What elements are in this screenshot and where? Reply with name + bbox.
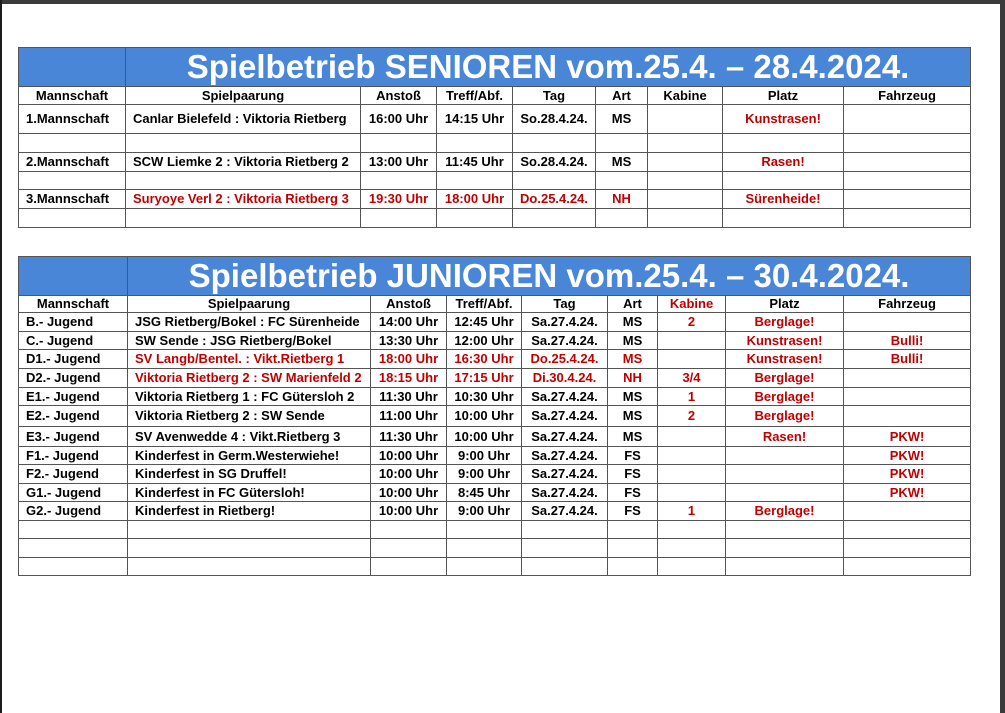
column-header-spielpaarung: Spielpaarung bbox=[128, 296, 371, 313]
spielpaarung-cell: Kinderfest in SG Druffel! bbox=[128, 465, 371, 484]
table-row bbox=[19, 406, 971, 427]
spielpaarung-cell bbox=[128, 558, 371, 576]
art-cell bbox=[596, 209, 648, 228]
empty-row bbox=[19, 539, 971, 558]
kabine-cell: 2 bbox=[658, 406, 726, 427]
mannschaft-cell: B.- Jugend bbox=[19, 313, 128, 332]
treff-abf-cell: 8:45 Uhr bbox=[447, 484, 522, 502]
treff-abf-cell: 18:00 Uhr bbox=[437, 190, 513, 209]
viewer-frame-right-edge bbox=[1000, 0, 1005, 713]
anstoss-cell: 19:30 Uhr bbox=[361, 190, 437, 209]
mannschaft-cell: E2.- Jugend bbox=[19, 406, 128, 427]
art-cell bbox=[596, 172, 648, 190]
tag-cell bbox=[513, 172, 596, 190]
platz-cell: Berglage! bbox=[726, 502, 844, 521]
empty-row bbox=[19, 172, 971, 190]
mannschaft-cell bbox=[19, 172, 126, 190]
senioren-schedule-table bbox=[18, 47, 971, 228]
platz-cell: Berglage! bbox=[726, 388, 844, 406]
treff-abf-cell: 9:00 Uhr bbox=[447, 465, 522, 484]
column-header-art: Art bbox=[608, 296, 658, 313]
platz-cell: Kunstrasen! bbox=[726, 350, 844, 369]
treff-abf-cell: 11:45 Uhr bbox=[437, 153, 513, 172]
art-cell: MS bbox=[596, 105, 648, 134]
tag-cell: So.28.4.24. bbox=[513, 105, 596, 134]
table-row bbox=[19, 447, 971, 465]
spielpaarung-cell: Suryoye Verl 2 : Viktoria Rietberg 3 bbox=[126, 190, 361, 209]
mannschaft-cell: G1.- Jugend bbox=[19, 484, 128, 502]
tag-cell: Sa.27.4.24. bbox=[522, 465, 608, 484]
tag-cell: Do.25.4.24. bbox=[522, 350, 608, 369]
fahrzeug-cell bbox=[844, 190, 971, 209]
column-header-treff-abf: Treff/Abf. bbox=[447, 296, 522, 313]
kabine-cell bbox=[658, 350, 726, 369]
platz-cell: Rasen! bbox=[726, 427, 844, 447]
column-header-fahrzeug: Fahrzeug bbox=[844, 87, 971, 105]
title-spacer-cell bbox=[19, 257, 128, 296]
platz-cell: Berglage! bbox=[726, 313, 844, 332]
mannschaft-cell bbox=[19, 134, 126, 153]
table-row bbox=[19, 369, 971, 388]
column-header-kabine: Kabine bbox=[658, 296, 726, 313]
treff-abf-cell bbox=[447, 558, 522, 576]
tag-cell: Sa.27.4.24. bbox=[522, 388, 608, 406]
platz-cell bbox=[726, 558, 844, 576]
spielpaarung-cell bbox=[126, 134, 361, 153]
empty-row bbox=[19, 209, 971, 228]
column-header-row bbox=[19, 87, 971, 105]
tag-cell bbox=[513, 209, 596, 228]
tag-cell bbox=[522, 539, 608, 558]
table-row bbox=[19, 350, 971, 369]
fahrzeug-cell bbox=[844, 313, 971, 332]
anstoss-cell: 11:30 Uhr bbox=[371, 388, 447, 406]
tag-cell: Di.30.4.24. bbox=[522, 369, 608, 388]
art-cell: MS bbox=[608, 350, 658, 369]
spielpaarung-cell bbox=[128, 539, 371, 558]
fahrzeug-cell: PKW! bbox=[844, 447, 971, 465]
mannschaft-cell: F2.- Jugend bbox=[19, 465, 128, 484]
anstoss-cell: 13:30 Uhr bbox=[371, 332, 447, 350]
mannschaft-cell: G2.- Jugend bbox=[19, 502, 128, 521]
anstoss-cell: 18:15 Uhr bbox=[371, 369, 447, 388]
art-cell: MS bbox=[608, 313, 658, 332]
junioren-schedule-table bbox=[18, 256, 971, 576]
platz-cell bbox=[723, 134, 844, 153]
column-header-treff-abf: Treff/Abf. bbox=[437, 87, 513, 105]
fahrzeug-cell bbox=[844, 209, 971, 228]
column-header-kabine: Kabine bbox=[648, 87, 723, 105]
anstoss-cell bbox=[371, 521, 447, 539]
tag-cell: Sa.27.4.24. bbox=[522, 484, 608, 502]
spielpaarung-cell: Viktoria Rietberg 2 : SW Sende bbox=[128, 406, 371, 427]
treff-abf-cell bbox=[447, 539, 522, 558]
kabine-cell bbox=[648, 209, 723, 228]
tag-cell bbox=[522, 558, 608, 576]
art-cell: MS bbox=[608, 332, 658, 350]
platz-cell bbox=[723, 209, 844, 228]
fahrzeug-cell bbox=[844, 369, 971, 388]
tag-cell: Sa.27.4.24. bbox=[522, 313, 608, 332]
tag-cell bbox=[513, 134, 596, 153]
art-cell: MS bbox=[596, 153, 648, 172]
art-cell: MS bbox=[608, 388, 658, 406]
treff-abf-cell: 12:00 Uhr bbox=[447, 332, 522, 350]
table-row bbox=[19, 332, 971, 350]
anstoss-cell: 10:00 Uhr bbox=[371, 447, 447, 465]
treff-abf-cell: 9:00 Uhr bbox=[447, 502, 522, 521]
treff-abf-cell: 10:30 Uhr bbox=[447, 388, 522, 406]
anstoss-cell: 14:00 Uhr bbox=[371, 313, 447, 332]
platz-cell bbox=[726, 465, 844, 484]
treff-abf-cell: 12:45 Uhr bbox=[447, 313, 522, 332]
platz-cell bbox=[723, 172, 844, 190]
art-cell: MS bbox=[608, 427, 658, 447]
tag-cell: Sa.27.4.24. bbox=[522, 427, 608, 447]
art-cell bbox=[608, 558, 658, 576]
viewer-frame-left-edge bbox=[0, 0, 2, 713]
anstoss-cell bbox=[361, 172, 437, 190]
column-header-row bbox=[19, 296, 971, 313]
platz-cell: Berglage! bbox=[726, 369, 844, 388]
tag-cell bbox=[522, 521, 608, 539]
kabine-cell bbox=[658, 332, 726, 350]
spielpaarung-cell: Viktoria Rietberg 1 : FC Gütersloh 2 bbox=[128, 388, 371, 406]
art-cell: MS bbox=[608, 406, 658, 427]
kabine-cell bbox=[648, 105, 723, 134]
spielpaarung-cell: Kinderfest in Germ.Westerwiehe! bbox=[128, 447, 371, 465]
kabine-cell bbox=[658, 447, 726, 465]
platz-cell: Rasen! bbox=[723, 153, 844, 172]
platz-cell: Berglage! bbox=[726, 406, 844, 427]
art-cell: FS bbox=[608, 465, 658, 484]
tag-cell: Do.25.4.24. bbox=[513, 190, 596, 209]
title-spacer-cell bbox=[19, 48, 126, 87]
mannschaft-cell: 2.Mannschaft bbox=[19, 153, 126, 172]
mannschaft-cell: D1.- Jugend bbox=[19, 350, 128, 369]
kabine-cell bbox=[648, 190, 723, 209]
fahrzeug-cell bbox=[844, 134, 971, 153]
fahrzeug-cell bbox=[844, 153, 971, 172]
fahrzeug-cell: PKW! bbox=[844, 427, 971, 447]
mannschaft-cell: C.- Jugend bbox=[19, 332, 128, 350]
spielpaarung-cell: JSG Rietberg/Bokel : FC Sürenheide bbox=[128, 313, 371, 332]
mannschaft-cell: F1.- Jugend bbox=[19, 447, 128, 465]
table-row bbox=[19, 465, 971, 484]
anstoss-cell: 10:00 Uhr bbox=[371, 465, 447, 484]
table-row bbox=[19, 190, 971, 209]
spielpaarung-cell: Viktoria Rietberg 2 : SW Marienfeld 2 bbox=[128, 369, 371, 388]
tag-cell: Sa.27.4.24. bbox=[522, 332, 608, 350]
table-row bbox=[19, 502, 971, 521]
treff-abf-cell: 10:00 Uhr bbox=[447, 406, 522, 427]
mannschaft-cell bbox=[19, 558, 128, 576]
fahrzeug-cell: PKW! bbox=[844, 484, 971, 502]
treff-abf-cell: 10:00 Uhr bbox=[447, 427, 522, 447]
treff-abf-cell: 17:15 Uhr bbox=[447, 369, 522, 388]
column-header-fahrzeug: Fahrzeug bbox=[844, 296, 971, 313]
treff-abf-cell: 16:30 Uhr bbox=[447, 350, 522, 369]
fahrzeug-cell: Bulli! bbox=[844, 332, 971, 350]
kabine-cell: 1 bbox=[658, 388, 726, 406]
column-header-tag: Tag bbox=[522, 296, 608, 313]
mannschaft-cell: E3.- Jugend bbox=[19, 427, 128, 447]
treff-abf-cell bbox=[437, 209, 513, 228]
spielpaarung-cell bbox=[126, 209, 361, 228]
table-title: Spielbetrieb SENIOREN vom.25.4. – 28.4.2024. bbox=[126, 48, 971, 87]
column-header-spielpaarung: Spielpaarung bbox=[126, 87, 361, 105]
kabine-cell bbox=[648, 172, 723, 190]
mannschaft-cell: E1.- Jugend bbox=[19, 388, 128, 406]
art-cell: NH bbox=[608, 369, 658, 388]
tag-cell: So.28.4.24. bbox=[513, 153, 596, 172]
anstoss-cell bbox=[371, 558, 447, 576]
anstoss-cell bbox=[371, 539, 447, 558]
kabine-cell bbox=[648, 153, 723, 172]
mannschaft-cell: D2.- Jugend bbox=[19, 369, 128, 388]
treff-abf-cell: 9:00 Uhr bbox=[447, 447, 522, 465]
column-header-mannschaft: Mannschaft bbox=[19, 296, 128, 313]
column-header-anstoss: Anstoß bbox=[371, 296, 447, 313]
art-cell bbox=[608, 521, 658, 539]
spielpaarung-cell bbox=[126, 172, 361, 190]
platz-cell bbox=[726, 484, 844, 502]
fahrzeug-cell: Bulli! bbox=[844, 350, 971, 369]
fahrzeug-cell: PKW! bbox=[844, 465, 971, 484]
fahrzeug-cell bbox=[844, 388, 971, 406]
column-header-anstoss: Anstoß bbox=[361, 87, 437, 105]
column-header-platz: Platz bbox=[723, 87, 844, 105]
spielpaarung-cell bbox=[128, 521, 371, 539]
art-cell: FS bbox=[608, 484, 658, 502]
fahrzeug-cell bbox=[844, 521, 971, 539]
table-row bbox=[19, 388, 971, 406]
treff-abf-cell bbox=[437, 172, 513, 190]
anstoss-cell: 11:30 Uhr bbox=[371, 427, 447, 447]
anstoss-cell: 10:00 Uhr bbox=[371, 484, 447, 502]
mannschaft-cell bbox=[19, 209, 126, 228]
art-cell bbox=[596, 134, 648, 153]
table-row bbox=[19, 484, 971, 502]
empty-row bbox=[19, 558, 971, 576]
kabine-cell bbox=[658, 465, 726, 484]
art-cell: NH bbox=[596, 190, 648, 209]
anstoss-cell: 11:00 Uhr bbox=[371, 406, 447, 427]
title-row bbox=[19, 48, 971, 87]
fahrzeug-cell bbox=[844, 502, 971, 521]
column-header-mannschaft: Mannschaft bbox=[19, 87, 126, 105]
platz-cell bbox=[726, 447, 844, 465]
treff-abf-cell bbox=[447, 521, 522, 539]
art-cell: FS bbox=[608, 502, 658, 521]
mannschaft-cell bbox=[19, 539, 128, 558]
platz-cell: Kunstrasen! bbox=[723, 105, 844, 134]
column-header-platz: Platz bbox=[726, 296, 844, 313]
kabine-cell bbox=[658, 539, 726, 558]
fahrzeug-cell bbox=[844, 105, 971, 134]
table-row bbox=[19, 105, 971, 134]
anstoss-cell bbox=[361, 209, 437, 228]
fahrzeug-cell bbox=[844, 558, 971, 576]
spielpaarung-cell: SW Sende : JSG Rietberg/Bokel bbox=[128, 332, 371, 350]
anstoss-cell: 10:00 Uhr bbox=[371, 502, 447, 521]
art-cell bbox=[608, 539, 658, 558]
spielpaarung-cell: Kinderfest in FC Gütersloh! bbox=[128, 484, 371, 502]
anstoss-cell: 13:00 Uhr bbox=[361, 153, 437, 172]
spielpaarung-cell: SCW Liemke 2 : Viktoria Rietberg 2 bbox=[126, 153, 361, 172]
anstoss-cell bbox=[361, 134, 437, 153]
table-row bbox=[19, 427, 971, 447]
spielpaarung-cell: SV Avenwedde 4 : Vikt.Rietberg 3 bbox=[128, 427, 371, 447]
viewer-frame-top-edge bbox=[0, 0, 1005, 4]
kabine-cell: 1 bbox=[658, 502, 726, 521]
fahrzeug-cell bbox=[844, 172, 971, 190]
title-row bbox=[19, 257, 971, 296]
table-title: Spielbetrieb JUNIOREN vom.25.4. – 30.4.2024. bbox=[128, 257, 971, 296]
treff-abf-cell: 14:15 Uhr bbox=[437, 105, 513, 134]
kabine-cell bbox=[658, 521, 726, 539]
table-row bbox=[19, 153, 971, 172]
tag-cell: Sa.27.4.24. bbox=[522, 447, 608, 465]
fahrzeug-cell bbox=[844, 406, 971, 427]
platz-cell: Sürenheide! bbox=[723, 190, 844, 209]
mannschaft-cell: 3.Mannschaft bbox=[19, 190, 126, 209]
spielpaarung-cell: SV Langb/Bentel. : Vikt.Rietberg 1 bbox=[128, 350, 371, 369]
tag-cell: Sa.27.4.24. bbox=[522, 502, 608, 521]
column-header-tag: Tag bbox=[513, 87, 596, 105]
treff-abf-cell bbox=[437, 134, 513, 153]
platz-cell: Kunstrasen! bbox=[726, 332, 844, 350]
empty-row bbox=[19, 521, 971, 539]
kabine-cell bbox=[658, 558, 726, 576]
fahrzeug-cell bbox=[844, 539, 971, 558]
anstoss-cell: 18:00 Uhr bbox=[371, 350, 447, 369]
empty-row bbox=[19, 134, 971, 153]
kabine-cell bbox=[658, 484, 726, 502]
mannschaft-cell bbox=[19, 521, 128, 539]
tag-cell: Sa.27.4.24. bbox=[522, 406, 608, 427]
spielpaarung-cell: Canlar Bielefeld : Viktoria Rietberg bbox=[126, 105, 361, 134]
kabine-cell bbox=[658, 427, 726, 447]
art-cell: FS bbox=[608, 447, 658, 465]
kabine-cell: 2 bbox=[658, 313, 726, 332]
kabine-cell: 3/4 bbox=[658, 369, 726, 388]
anstoss-cell: 16:00 Uhr bbox=[361, 105, 437, 134]
kabine-cell bbox=[648, 134, 723, 153]
mannschaft-cell: 1.Mannschaft bbox=[19, 105, 126, 134]
spielpaarung-cell: Kinderfest in Rietberg! bbox=[128, 502, 371, 521]
platz-cell bbox=[726, 539, 844, 558]
table-row bbox=[19, 313, 971, 332]
column-header-art: Art bbox=[596, 87, 648, 105]
platz-cell bbox=[726, 521, 844, 539]
